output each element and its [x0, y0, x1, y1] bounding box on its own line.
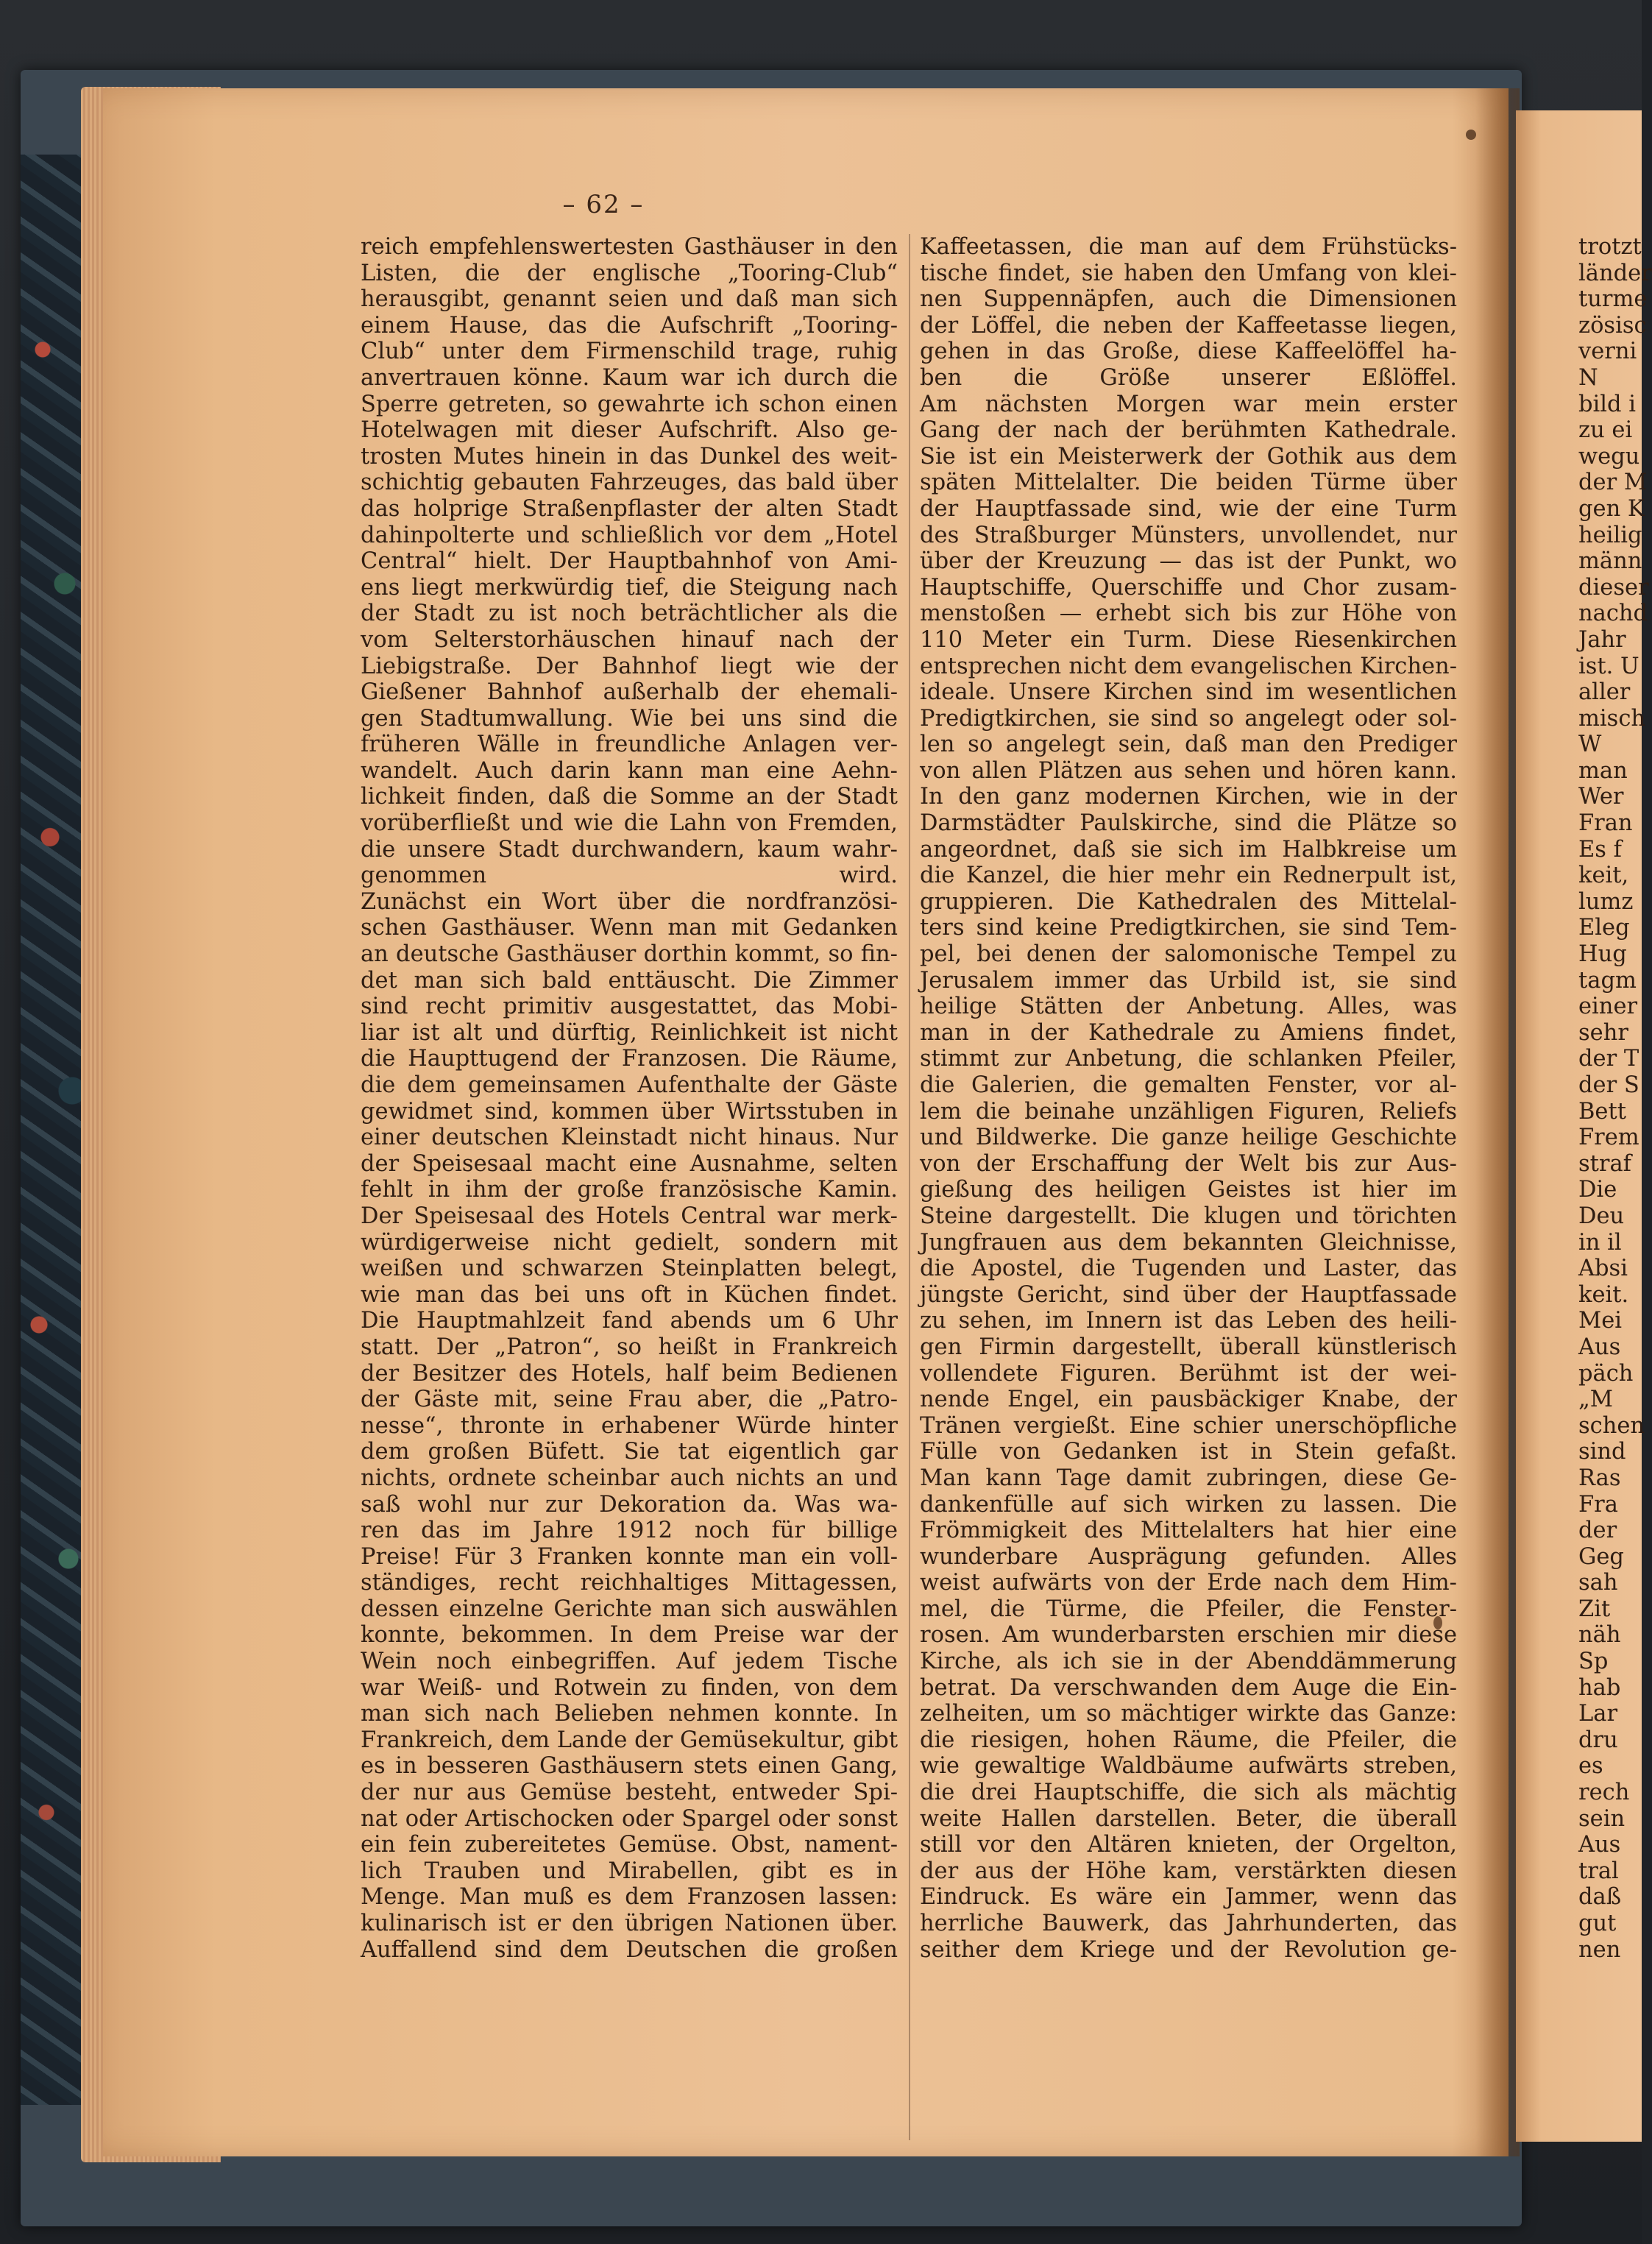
text-line: Geg: [1578, 1543, 1624, 1570]
text-line: näh: [1578, 1622, 1621, 1649]
text-line: vom Selterstorhäuschen hinauf nach der: [361, 626, 898, 653]
text-line: Jahr: [1578, 626, 1626, 653]
text-line: die riesigen, hohen Räume, die Pfeiler, die: [920, 1727, 1457, 1753]
text-line: zu sehen, im Innern ist das Leben des heili-: [920, 1308, 1457, 1334]
text-line: rech: [1578, 1780, 1630, 1806]
text-line: ein fein zubereitetes Gemüse. Obst, nament-: [361, 1832, 898, 1858]
text-line: Wein noch einbegriffen. Auf jedem Tische: [361, 1649, 898, 1675]
column-divider: [909, 234, 910, 2140]
text-line: männ: [1578, 548, 1642, 575]
text-line: Aus: [1578, 1832, 1621, 1858]
text-line: lichkeit finden, daß die Somme an der Stadt: [361, 784, 898, 810]
text-line: Die Hauptmahlzeit fand abends um 6 Uhr: [361, 1308, 898, 1334]
text-line: dankenfülle auf sich wirken zu lassen. Die: [920, 1491, 1457, 1518]
text-line: weist aufwärts von der Erde nach dem Him-: [920, 1570, 1457, 1596]
text-line: mel, die Türme, die Pfeiler, die Fenster-: [920, 1596, 1457, 1622]
text-line: konnte, bekommen. In dem Preise war der: [361, 1622, 898, 1649]
text-line: wegu: [1578, 443, 1640, 470]
text-line: Frömmigkeit des Mittelalters hat hier eine: [920, 1518, 1457, 1544]
text-line: ters sind keine Predigtkirchen, sie sind Tem-: [920, 915, 1457, 941]
text-line: Der Speisesaal des Hotels Central war merk-: [361, 1203, 898, 1229]
text-line: ideale. Unsere Kirchen sind im wesentlichen: [920, 679, 1457, 706]
text-line: len so angelegt sein, daß man den Prediger: [920, 732, 1457, 758]
text-line: Fran: [1578, 810, 1633, 837]
text-line: Kaffeetassen, die man auf dem Frühstücks-: [920, 234, 1457, 260]
text-line: nende Engel, ein pausbäckiger Knabe, der: [920, 1387, 1457, 1413]
text-line: Hotelwagen mit dieser Aufschrift. Also ge-: [361, 417, 898, 444]
binding-hole: [1466, 130, 1476, 140]
text-line: die Haupttugend der Franzosen. Die Räume,: [361, 1046, 898, 1072]
text-line: Am nächsten Morgen war mein erster: [920, 391, 1457, 417]
text-line: gen K: [1578, 495, 1645, 522]
text-line: lich Trauben und Mirabellen, gibt es in: [361, 1858, 898, 1884]
text-line: entsprechen nicht dem evangelischen Kirchen-: [920, 653, 1457, 679]
text-line: Liebigstraße. Der Bahnhof liegt wie der: [361, 653, 898, 679]
text-line: Zunächst ein Wort über die nordfranzösi-: [361, 888, 898, 915]
text-line: misch: [1578, 705, 1646, 732]
text-line: dessen einzelne Gerichte man sich auswählen: [361, 1596, 898, 1622]
text-line: vorüberfließt und wie die Lahn von Fremden,: [361, 810, 898, 837]
text-line: in il: [1578, 1229, 1622, 1256]
facing-page-text-fragment: [1578, 234, 1652, 1963]
text-line: Aus: [1578, 1334, 1621, 1360]
text-line: angeordnet, daß sie sich im Halbkreise um: [920, 836, 1457, 863]
text-line: der T: [1578, 1046, 1639, 1072]
text-line: schen Gasthäuser. Wenn man mit Gedanken: [361, 915, 898, 941]
text-line: keit.: [1578, 1281, 1629, 1308]
text-line: der Hauptfassade sind, wie der eine Turm: [920, 495, 1457, 522]
text-line: Menge. Man muß es dem Franzosen lassen:: [361, 1884, 898, 1911]
text-line: schichtig gebauten Fahrzeuges, das bald über: [361, 470, 898, 496]
text-line: saß wohl nur zur Dekoration da. Was wa-: [361, 1491, 898, 1518]
text-line: nen: [1578, 1936, 1621, 1963]
text-line: gen Firmin dargestellt, überall künstlerisch: [920, 1334, 1457, 1360]
text-line: Sperre getreten, so gewahrte ich schon einen: [361, 391, 898, 417]
text-line: Ras: [1578, 1465, 1621, 1491]
text-line: Eindruck. Es wäre ein Jammer, wenn das: [920, 1884, 1457, 1911]
text-line: N: [1578, 364, 1598, 391]
text-line: Hauptschiffe, Querschiffe und Chor zusam-: [920, 574, 1457, 601]
text-line: es in besseren Gasthäusern stets einen Gang,: [361, 1753, 898, 1780]
text-line: dahinpolterte und schließlich vor dem „Hotel: [361, 522, 898, 548]
text-line: der Gäste mit, seine Frau aber, die „Patro-: [361, 1387, 898, 1413]
text-line: ren das im Jahre 1912 noch für billige: [361, 1518, 898, 1544]
text-line: die unsere Stadt durchwandern, kaum wahr-: [361, 836, 898, 863]
text-line: Man kann Tage damit zubringen, diese Ge-: [920, 1465, 1457, 1491]
text-line: Bett: [1578, 1098, 1626, 1125]
text-line: statt. Der „Patron“, so heißt in Frankreich: [361, 1334, 898, 1360]
text-line: Steine dargestellt. Die klugen und törichten: [920, 1203, 1457, 1229]
text-line: Absi: [1578, 1256, 1628, 1282]
text-line: reich empfehlenswertesten Gasthäuser in den: [361, 234, 898, 260]
text-line: nichts, ordnete scheinbar auch nichts an und: [361, 1465, 898, 1491]
text-line: trosten Mutes hinein in das Dunkel des weit-: [361, 443, 898, 470]
text-line: dieser: [1578, 574, 1649, 601]
text-line: Frankreich, dem Lande der Gemüsekultur, gibt: [361, 1727, 898, 1753]
text-line: weißen und schwarzen Steinplatten belegt,: [361, 1256, 898, 1282]
text-line: Es f: [1578, 836, 1622, 863]
text-line: sehr: [1578, 1019, 1628, 1046]
text-line: Central“ hielt. Der Hauptbahnhof von Ami-: [361, 548, 898, 575]
text-line: Eleg: [1578, 915, 1630, 941]
text-line: die Kanzel, die hier mehr ein Rednerpult ist,: [920, 863, 1457, 889]
text-line: menstoßen — erhebt sich bis zur Höhe von: [920, 601, 1457, 627]
text-line: man: [1578, 757, 1628, 784]
text-line: sind: [1578, 1439, 1626, 1465]
text-line: jüngste Gericht, sind über der Hauptfassade: [920, 1281, 1457, 1308]
text-line: Sp: [1578, 1649, 1609, 1675]
text-line: Zit: [1578, 1596, 1611, 1622]
text-line: der Besitzer des Hotels, half beim Bedienen: [361, 1360, 898, 1387]
text-line: Auffallend sind dem Deutschen die großen: [361, 1936, 898, 1963]
text-line: trotzt: [1578, 234, 1642, 260]
text-line: die Galerien, die gemalten Fenster, vor al-: [920, 1072, 1457, 1098]
text-line: rosen. Am wunderbarsten erschien mir diese: [920, 1622, 1457, 1649]
text-line: „M: [1578, 1387, 1614, 1413]
text-line: sah: [1578, 1570, 1618, 1596]
text-line: Die: [1578, 1177, 1617, 1203]
text-line: einem Hause, das die Aufschrift „Tooring-: [361, 312, 898, 339]
text-line: Predigtkirchen, sie sind so angelegt oder sol-: [920, 705, 1457, 732]
text-line: lem die beinahe unzähligen Figuren, Reliefs: [920, 1098, 1457, 1125]
text-line: war Weiß- und Rotwein zu finden, von dem: [361, 1674, 898, 1701]
text-line: einer: [1578, 994, 1638, 1020]
text-line: herausgibt, genannt seien und daß man sich: [361, 286, 898, 313]
text-line: von allen Plätzen aus sehen und hören kann.: [920, 757, 1457, 784]
text-line: Jungfrauen aus dem bekannten Gleichnisse,: [920, 1229, 1457, 1256]
text-line: gehen in das Große, diese Kaffeelöffel ha-: [920, 339, 1457, 365]
text-line: die drei Hauptschiffe, die sich als mächtig: [920, 1780, 1457, 1806]
text-line: der S: [1578, 1072, 1639, 1098]
text-line: wie gewaltige Waldbäume aufwärts streben,: [920, 1753, 1457, 1780]
text-line: der Stadt zu ist noch beträchtlicher als die: [361, 601, 898, 627]
text-line: Gang der nach der berühmten Kathedrale.: [920, 417, 1457, 444]
text-line: länder: [1578, 260, 1652, 286]
text-line: bild i: [1578, 391, 1637, 417]
text-line: Fra: [1578, 1491, 1618, 1518]
text-line: aller: [1578, 679, 1631, 706]
text-line: Fülle von Gedanken ist in Stein gefaßt.: [920, 1439, 1457, 1465]
text-line: wandelt. Auch darin kann man eine Aehn-: [361, 757, 898, 784]
middle-text-column: [920, 234, 1457, 1963]
text-line: In den ganz modernen Kirchen, wie in der: [920, 784, 1457, 810]
text-line: der Löffel, die neben der Kaffeetasse liegen,: [920, 312, 1457, 339]
text-line: dem großen Büfett. Sie tat eigentlich gar: [361, 1439, 898, 1465]
text-line: heilige Stätten der Anbetung. Alles, was: [920, 994, 1457, 1020]
text-line: über der Kreuzung — das ist der Punkt, wo: [920, 548, 1457, 575]
text-line: seither dem Kriege und der Revolution ge-: [920, 1936, 1457, 1963]
text-line: ständiges, recht reichhaltiges Mittagessen,: [361, 1570, 898, 1596]
text-line: die dem gemeinsamen Aufenthalte der Gäste: [361, 1072, 898, 1098]
text-line: nat oder Artischocken oder Spargel oder sonst: [361, 1805, 898, 1832]
text-line: kulinarisch ist er den übrigen Nationen über.: [361, 1911, 898, 1936]
text-line: man sich nach Belieben nehmen konnte. In: [361, 1701, 898, 1727]
text-line: Deu: [1578, 1203, 1625, 1229]
text-line: würdigerweise nicht gedielt, sondern mit: [361, 1229, 898, 1256]
text-line: einer deutschen Kleinstadt nicht hinaus. Nur: [361, 1125, 898, 1151]
text-line: Mei: [1578, 1308, 1623, 1334]
text-line: zelheiten, um so mächtiger wirkte das Ganze:: [920, 1701, 1457, 1727]
text-line: heilig: [1578, 522, 1642, 548]
text-line: wie man das bei uns oft in Küchen findet.: [361, 1281, 898, 1308]
text-line: sein: [1578, 1805, 1626, 1832]
text-line: vollendete Figuren. Berühmt ist der wei-: [920, 1360, 1457, 1387]
text-line: früheren Wälle in freundliche Anlagen ver-: [361, 732, 898, 758]
text-line: anvertrauen könne. Kaum war ich durch die: [361, 364, 898, 391]
text-line: man in der Kathedrale zu Amiens findet,: [920, 1019, 1457, 1046]
text-line: tagm: [1578, 967, 1637, 994]
text-line: det man sich bald enttäuscht. Die Zimmer: [361, 967, 898, 994]
text-line: und Bildwerke. Die ganze heilige Geschichte: [920, 1125, 1457, 1151]
text-line: zösisc: [1578, 312, 1647, 339]
book-gutter: [1475, 88, 1520, 2156]
text-line: betrat. Da verschwanden dem Auge die Ein-: [920, 1674, 1457, 1701]
text-line: an deutsche Gasthäuser dorthin kommt, so fin-: [361, 941, 898, 968]
text-line: ist. U: [1578, 653, 1639, 679]
text-line: verni: [1578, 339, 1637, 365]
text-line: Listen, die der englische „Tooring-Club“: [361, 260, 898, 286]
text-line: gewidmet sind, kommen über Wirtsstuben in: [361, 1098, 898, 1125]
text-line: gruppieren. Die Kathedralen des Mittelal-: [920, 888, 1457, 915]
text-line: sind recht primitiv ausgestattet, das Mobi-: [361, 994, 898, 1020]
text-line: tral: [1578, 1858, 1619, 1884]
text-line: fehlt in ihm der große französische Kamin.: [361, 1177, 898, 1203]
text-line: gießung des heiligen Geistes ist hier im: [920, 1177, 1457, 1203]
text-line: keit,: [1578, 863, 1629, 889]
text-line: Frem: [1578, 1125, 1639, 1151]
text-line: Kirche, als ich sie in der Abenddämmerung: [920, 1649, 1457, 1675]
text-line: herrliche Bauwerk, das Jahrhunderten, das: [920, 1911, 1457, 1936]
text-line: schen: [1578, 1412, 1645, 1439]
left-text-column: [361, 234, 898, 1963]
page-number: – 62 –: [562, 190, 645, 219]
text-line: der M: [1578, 470, 1648, 496]
text-line: straf: [1578, 1150, 1631, 1177]
text-line: nesse“, thronte in erhabener Würde hinter: [361, 1412, 898, 1439]
text-line: stimmt zur Anbetung, die schlanken Pfeiler,: [920, 1046, 1457, 1072]
text-line: nachd: [1578, 601, 1648, 627]
text-line: wunderbare Ausprägung gefunden. Alles: [920, 1543, 1457, 1570]
text-line: päch: [1578, 1360, 1634, 1387]
text-line: Sie ist ein Meisterwerk der Gothik aus dem: [920, 443, 1457, 470]
text-line: der: [1578, 1518, 1617, 1544]
text-line: späten Mittelalter. Die beiden Türme über: [920, 470, 1457, 496]
text-line: gut: [1578, 1911, 1617, 1936]
text-line: des Straßburger Münsters, unvollendet, nur: [920, 522, 1457, 548]
text-line: Darmstädter Paulskirche, sind die Plätze so: [920, 810, 1457, 837]
text-line: der Speisesaal macht eine Ausnahme, selten: [361, 1150, 898, 1177]
text-line: 110 Meter ein Turm. Diese Riesenkirchen: [920, 626, 1457, 653]
text-line: tische findet, sie haben den Umfang von klei-: [920, 260, 1457, 286]
text-line: ben die Größe unserer Eßlöffel.: [920, 364, 1457, 391]
text-line: Preise! Für 3 Franken konnte man ein voll-: [361, 1543, 898, 1570]
text-line: hab: [1578, 1674, 1621, 1701]
text-line: ens liegt merkwürdig tief, die Steigung nach: [361, 574, 898, 601]
text-line: die Apostel, die Tugenden und Laster, das: [920, 1256, 1457, 1282]
text-line: dru: [1578, 1727, 1618, 1753]
text-line: Wer: [1578, 784, 1624, 810]
text-line: Jerusalem immer das Urbild ist, sie sind: [920, 967, 1457, 994]
text-line: Gießener Bahnhof außerhalb der ehemali-: [361, 679, 898, 706]
text-line: der aus der Höhe kam, verstärkten diesen: [920, 1858, 1457, 1884]
text-line: es: [1578, 1753, 1603, 1780]
text-line: Tränen vergießt. Eine schier unerschöpfliche: [920, 1412, 1457, 1439]
text-line: liar ist alt und dürftig, Reinlichkeit ist nicht: [361, 1019, 898, 1046]
text-line: der nur aus Gemüse besteht, entweder Spi-: [361, 1780, 898, 1806]
text-line: Club“ unter dem Firmenschild trage, ruhig: [361, 339, 898, 365]
text-line: lumz: [1578, 888, 1634, 915]
text-line: Lar: [1578, 1701, 1618, 1727]
text-line: Hug: [1578, 941, 1627, 968]
text-line: das holprige Straßenpflaster der alten Stadt: [361, 495, 898, 522]
text-line: pel, bei denen der salomonische Tempel zu: [920, 941, 1457, 968]
text-line: turme: [1578, 286, 1648, 313]
text-line: zu ei: [1578, 417, 1633, 444]
text-line: von der Erschaffung der Welt bis zur Aus-: [920, 1150, 1457, 1177]
text-line: still vor den Altären knieten, der Orgelton,: [920, 1832, 1457, 1858]
text-line: W: [1578, 732, 1602, 758]
text-line: gen Stadtumwallung. Wie bei uns sind die: [361, 705, 898, 732]
text-line: nen Suppennäpfen, auch die Dimensionen: [920, 286, 1457, 313]
text-line: weite Hallen darstellen. Beter, die überall: [920, 1805, 1457, 1832]
text-line: daß: [1578, 1884, 1622, 1911]
text-line: genommen wird.: [361, 863, 898, 889]
